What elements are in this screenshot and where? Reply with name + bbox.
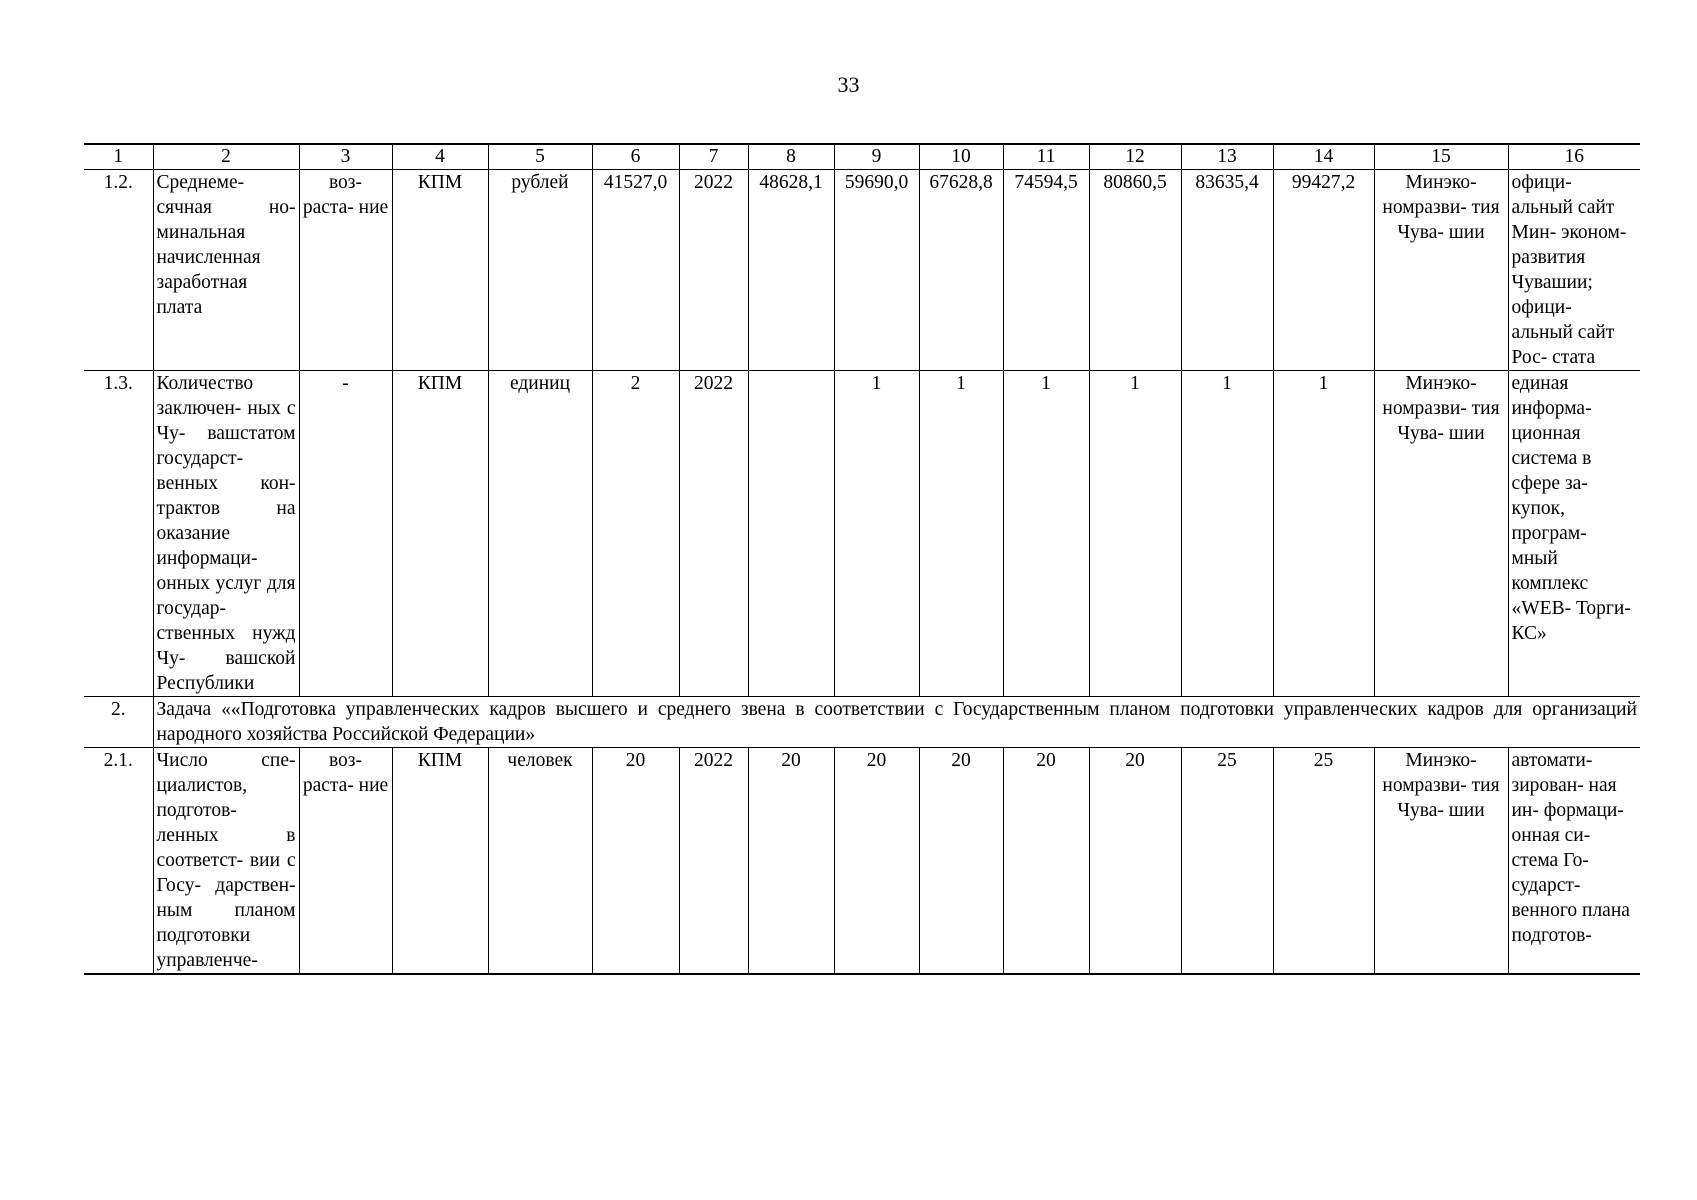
value-cell: 59690,0: [834, 170, 919, 371]
col-header: 9: [834, 144, 919, 170]
base-value-cell: 41527,0: [592, 170, 679, 371]
source-cell: автомати- зирован- ная ин- формаци- онная си- стема Го- сударст- венного плана подготов-: [1508, 748, 1640, 975]
value-cell: 48628,1: [748, 170, 834, 371]
indicator-name: Количество заключен- ных с Чу- вашстатом государст- венных кон- трактов на оказание информаци- онных услуг для государ- ственных нужд Чу- вашской Республики: [153, 371, 299, 697]
value-cell: 1: [1273, 371, 1374, 697]
base-value-cell: 20: [592, 748, 679, 975]
type-cell: КПМ: [392, 170, 488, 371]
task-description: Задача ««Подготовка управленческих кадров высшего и среднего звена в соответствии с Государственным планом подготовки управленческих кадров для организаций народного хозяйства Российской Федерации»: [153, 697, 1640, 748]
col-header: 6: [592, 144, 679, 170]
type-cell: КПМ: [392, 371, 488, 697]
unit-cell: единиц: [488, 371, 592, 697]
base-value-cell: 2: [592, 371, 679, 697]
col-header: 3: [299, 144, 392, 170]
value-cell: 67628,8: [919, 170, 1003, 371]
col-header: 4: [392, 144, 488, 170]
col-header: 16: [1508, 144, 1640, 170]
table-row: [84, 748, 1640, 975]
trend-cell: воз- раста- ние: [299, 748, 392, 975]
value-cell: 25: [1273, 748, 1374, 975]
value-cell: 83635,4: [1181, 170, 1273, 371]
col-header: 15: [1374, 144, 1508, 170]
col-header: 12: [1089, 144, 1181, 170]
base-year-cell: 2022: [679, 371, 748, 697]
value-cell: 99427,2: [1273, 170, 1374, 371]
trend-cell: -: [299, 371, 392, 697]
col-header: 7: [679, 144, 748, 170]
trend-cell: воз- раста- ние: [299, 170, 392, 371]
col-header: 8: [748, 144, 834, 170]
value-cell: 1: [1089, 371, 1181, 697]
value-cell: 1: [834, 371, 919, 697]
col-header: 11: [1003, 144, 1089, 170]
table-row: [84, 170, 1640, 371]
source-cell: единая информа- ционная система в сфере за- купок, програм- мный комплекс «WEB- Торги- КС»: [1508, 371, 1640, 697]
unit-cell: рублей: [488, 170, 592, 371]
col-header: 13: [1181, 144, 1273, 170]
base-year-cell: 2022: [679, 748, 748, 975]
value-cell: 20: [1089, 748, 1181, 975]
value-cell: 20: [919, 748, 1003, 975]
col-header: 14: [1273, 144, 1374, 170]
row-number: 1.3.: [84, 371, 153, 697]
col-header: 1: [84, 144, 153, 170]
unit-cell: человек: [488, 748, 592, 975]
indicator-name: Среднеме- сячная но- минальная начисленная заработная плата: [153, 170, 299, 371]
type-cell: КПМ: [392, 748, 488, 975]
col-header: 2: [153, 144, 299, 170]
base-year-cell: 2022: [679, 170, 748, 371]
value-cell: 20: [1003, 748, 1089, 975]
row-number: 2.1.: [84, 748, 153, 975]
task-row: [84, 697, 1640, 748]
value-cell: 20: [834, 748, 919, 975]
responsible-cell: Минэко- номразви- тия Чува- шии: [1374, 748, 1508, 975]
source-cell: офици- альный сайт Мин- эконом- развития Чувашии; офици- альный сайт Рос- стата: [1508, 170, 1640, 371]
value-cell: 1: [1003, 371, 1089, 697]
indicator-name: Число спе- циалистов, подготов- ленных в соответст- вии с Госу- дарствен- ным планом подготовки управленче-: [153, 748, 299, 975]
value-cell: [748, 371, 834, 697]
value-cell: 1: [919, 371, 1003, 697]
value-cell: 25: [1181, 748, 1273, 975]
page-number: 33: [837, 72, 860, 97]
column-numbers-row: [84, 144, 1640, 170]
col-header: 10: [919, 144, 1003, 170]
value-cell: 1: [1181, 371, 1273, 697]
row-number: 1.2.: [84, 170, 153, 371]
value-cell: 80860,5: [1089, 170, 1181, 371]
indicators-table: [84, 143, 1640, 975]
value-cell: 74594,5: [1003, 170, 1089, 371]
responsible-cell: Минэко- номразви- тия Чува- шии: [1374, 371, 1508, 697]
responsible-cell: Минэко- номразви- тия Чува- шии: [1374, 170, 1508, 371]
table-row: [84, 371, 1640, 697]
row-number: 2.: [84, 697, 153, 748]
col-header: 5: [488, 144, 592, 170]
value-cell: 20: [748, 748, 834, 975]
